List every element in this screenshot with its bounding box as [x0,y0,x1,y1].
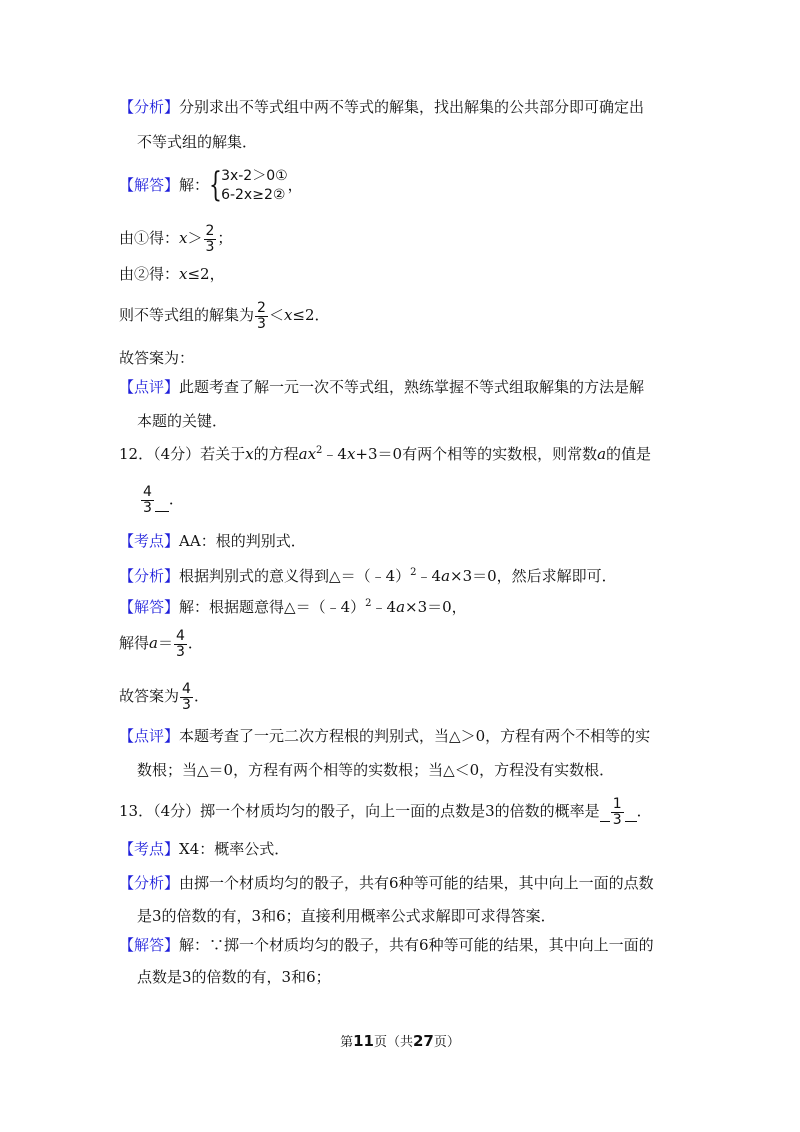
answer-underline [600,821,610,822]
q13-ans-suffix: ． [636,802,652,820]
solution-tag: 【解答】 [119,936,180,954]
q12-solve-prefix: 解得 [119,634,150,652]
q12-solution-end: ×3＝0， [405,598,467,616]
step2-var: x [179,265,188,283]
q12-comment-text-1: 本题考查了一元二次方程根的判别式，当△＞0，方程有两个不相等的实 [179,727,651,745]
q11-answer: 故答案为： [119,349,195,367]
q12-answer-prefix: 故答案为 [119,687,180,705]
q12-analysis-a: a [441,567,451,585]
q12-answer-blank [140,483,184,516]
q12-eq-end: +3＝0有两个相等的实数根，则常数 [355,445,598,463]
q12-solve-eq: ＝ [157,634,173,652]
fraction: $\frac{4}{3}$ [175,627,185,660]
q11-step-1 [119,222,232,255]
step3-prefix: 则不等式组的解集为 [119,306,255,324]
q12-stem-end: 的值是 [606,445,652,463]
page-footer [0,1031,800,1050]
q12-solution [119,593,467,618]
q12-keypoint-text: AA：根的判别式． [179,532,306,550]
step3-rest: ≤2． [292,306,330,324]
step2-prefix: 由②得： [119,265,180,283]
system-suffix: ， [287,176,303,194]
q12-analysis-mid: ﹣4 [416,567,442,585]
system-row-1: 3x-2＞0① [221,168,288,184]
q12-solution-exp: 2 [365,598,372,609]
q12-solve [119,627,203,660]
q11-comment-cont: 本题的关键． [137,412,228,430]
q12-eq-rest: ﹣4 [322,445,347,463]
step1-suffix: ； [217,229,233,247]
q12-solve-var: a [149,634,158,652]
left-brace: { [209,165,223,205]
answer-underline [625,821,637,822]
q13-solution [119,934,654,956]
q12-answer-suffix: ． [193,687,209,705]
q13-analysis [119,872,654,894]
comment-tag: 【点评】 [119,378,180,396]
answer-underline [155,511,169,512]
q12-stem-mid: 的方程 [253,445,299,463]
page-total: 27 [413,1032,434,1050]
q12-answer [119,680,209,713]
keypoint-tag: 【考点】 [119,532,180,550]
solution-tag: 【解答】 [119,598,180,616]
q12-analysis-end: ×3＝0，然后求解即可． [450,567,617,585]
q11-analysis-text-1: 分别求出不等式组中两不等式的解集，找出解集的公共部分即可确定出 [179,98,645,116]
q11-step-3 [119,299,330,332]
q12-var-a: a [597,445,607,463]
page-number: 11 [353,1032,374,1050]
solution-tag: 【解答】 [119,176,180,194]
q12-analysis-prefix: 根据判别式的意义得到△＝（﹣4） [179,567,411,585]
fraction: $\frac{4}{3}$ [143,483,152,516]
q12-var-x: x [245,445,254,463]
fraction: $\frac{1}{3}$ [612,795,622,828]
fraction: $\frac{2}{3}$ [205,222,215,255]
q12-eq-x: x [346,445,356,463]
q13-solution-text-1: 解：∵掷一个材质均匀的骰子，共有6种等可能的结果，其中向上一面的 [179,936,654,954]
q13-solution-cont: 点数是3的倍数的有，3和6； [137,968,331,986]
analysis-tag: 【分析】 [119,98,180,116]
q12-stem-prefix: 12．（4分）若关于 [119,445,246,463]
step2-rest: ≤2， [187,265,225,283]
q12-exp: 2 [316,445,323,456]
analysis-tag: 【分析】 [119,874,180,892]
q13-stem [119,795,652,828]
q12-solution-a: a [396,598,406,616]
keypoint-tag: 【考点】 [119,840,180,858]
q11-solution-prefix: 解： [179,176,210,194]
footer-pre: 第 [340,1035,354,1050]
footer-mid: 页（共 [373,1035,413,1050]
inequality-system [209,167,288,205]
q12-solve-suffix: ． [187,634,203,652]
q11-solution [119,166,303,205]
q13-analysis-cont: 是3的倍数的有，3和6；直接利用概率公式求解即可求得答案． [137,907,556,925]
q12-ans-suffix: ． [168,490,184,508]
footer-post: 页） [433,1035,460,1050]
q12-eq-ax: ax [298,445,317,463]
q13-analysis-text-1: 由掷一个材质均匀的骰子，共有6种等可能的结果，其中向上一面的点数 [179,874,654,892]
fraction: $\frac{4}{3}$ [182,680,191,713]
q11-analysis-cont: 不等式组的解集． [137,133,258,151]
q12-analysis-exp: 2 [410,567,417,578]
q11-comment-text-1: 此题考查了解一元一次不等式组，熟练掌握不等式组取解集的方法是解 [179,378,645,396]
q12-keypoint [119,530,306,552]
step1-prefix: 由①得： [119,229,180,247]
comment-tag: 【点评】 [119,727,180,745]
q12-solution-mid: ﹣4 [371,598,397,616]
q13-keypoint-text: X4：概率公式． [179,840,290,858]
q12-stem [119,440,651,465]
system-row-2: 6-2x≥2② [221,187,286,203]
analysis-tag: 【分析】 [119,567,180,585]
q11-comment [119,376,644,398]
q12-comment-cont: 数根；当△＝0，方程有两个相等的实数根；当△＜0，方程没有实数根． [137,761,615,779]
step3-rel: ＜ [268,306,284,324]
step3-var: x [283,306,293,324]
q13-stem-text: 13．（4分）掷一个材质均匀的骰子，向上一面的点数是3的倍数的概率是 [119,802,600,820]
q13-keypoint [119,838,289,860]
step1-rel: ＞ [187,229,203,247]
q12-analysis [119,562,617,587]
q12-solution-prefix: 解：根据题意得△＝（﹣4） [179,598,366,616]
q11-analysis [119,96,644,118]
fraction: $\frac{2}{3}$ [257,299,266,332]
step1-var: x [179,229,188,247]
q12-comment [119,725,650,747]
q11-step-2 [119,263,225,285]
